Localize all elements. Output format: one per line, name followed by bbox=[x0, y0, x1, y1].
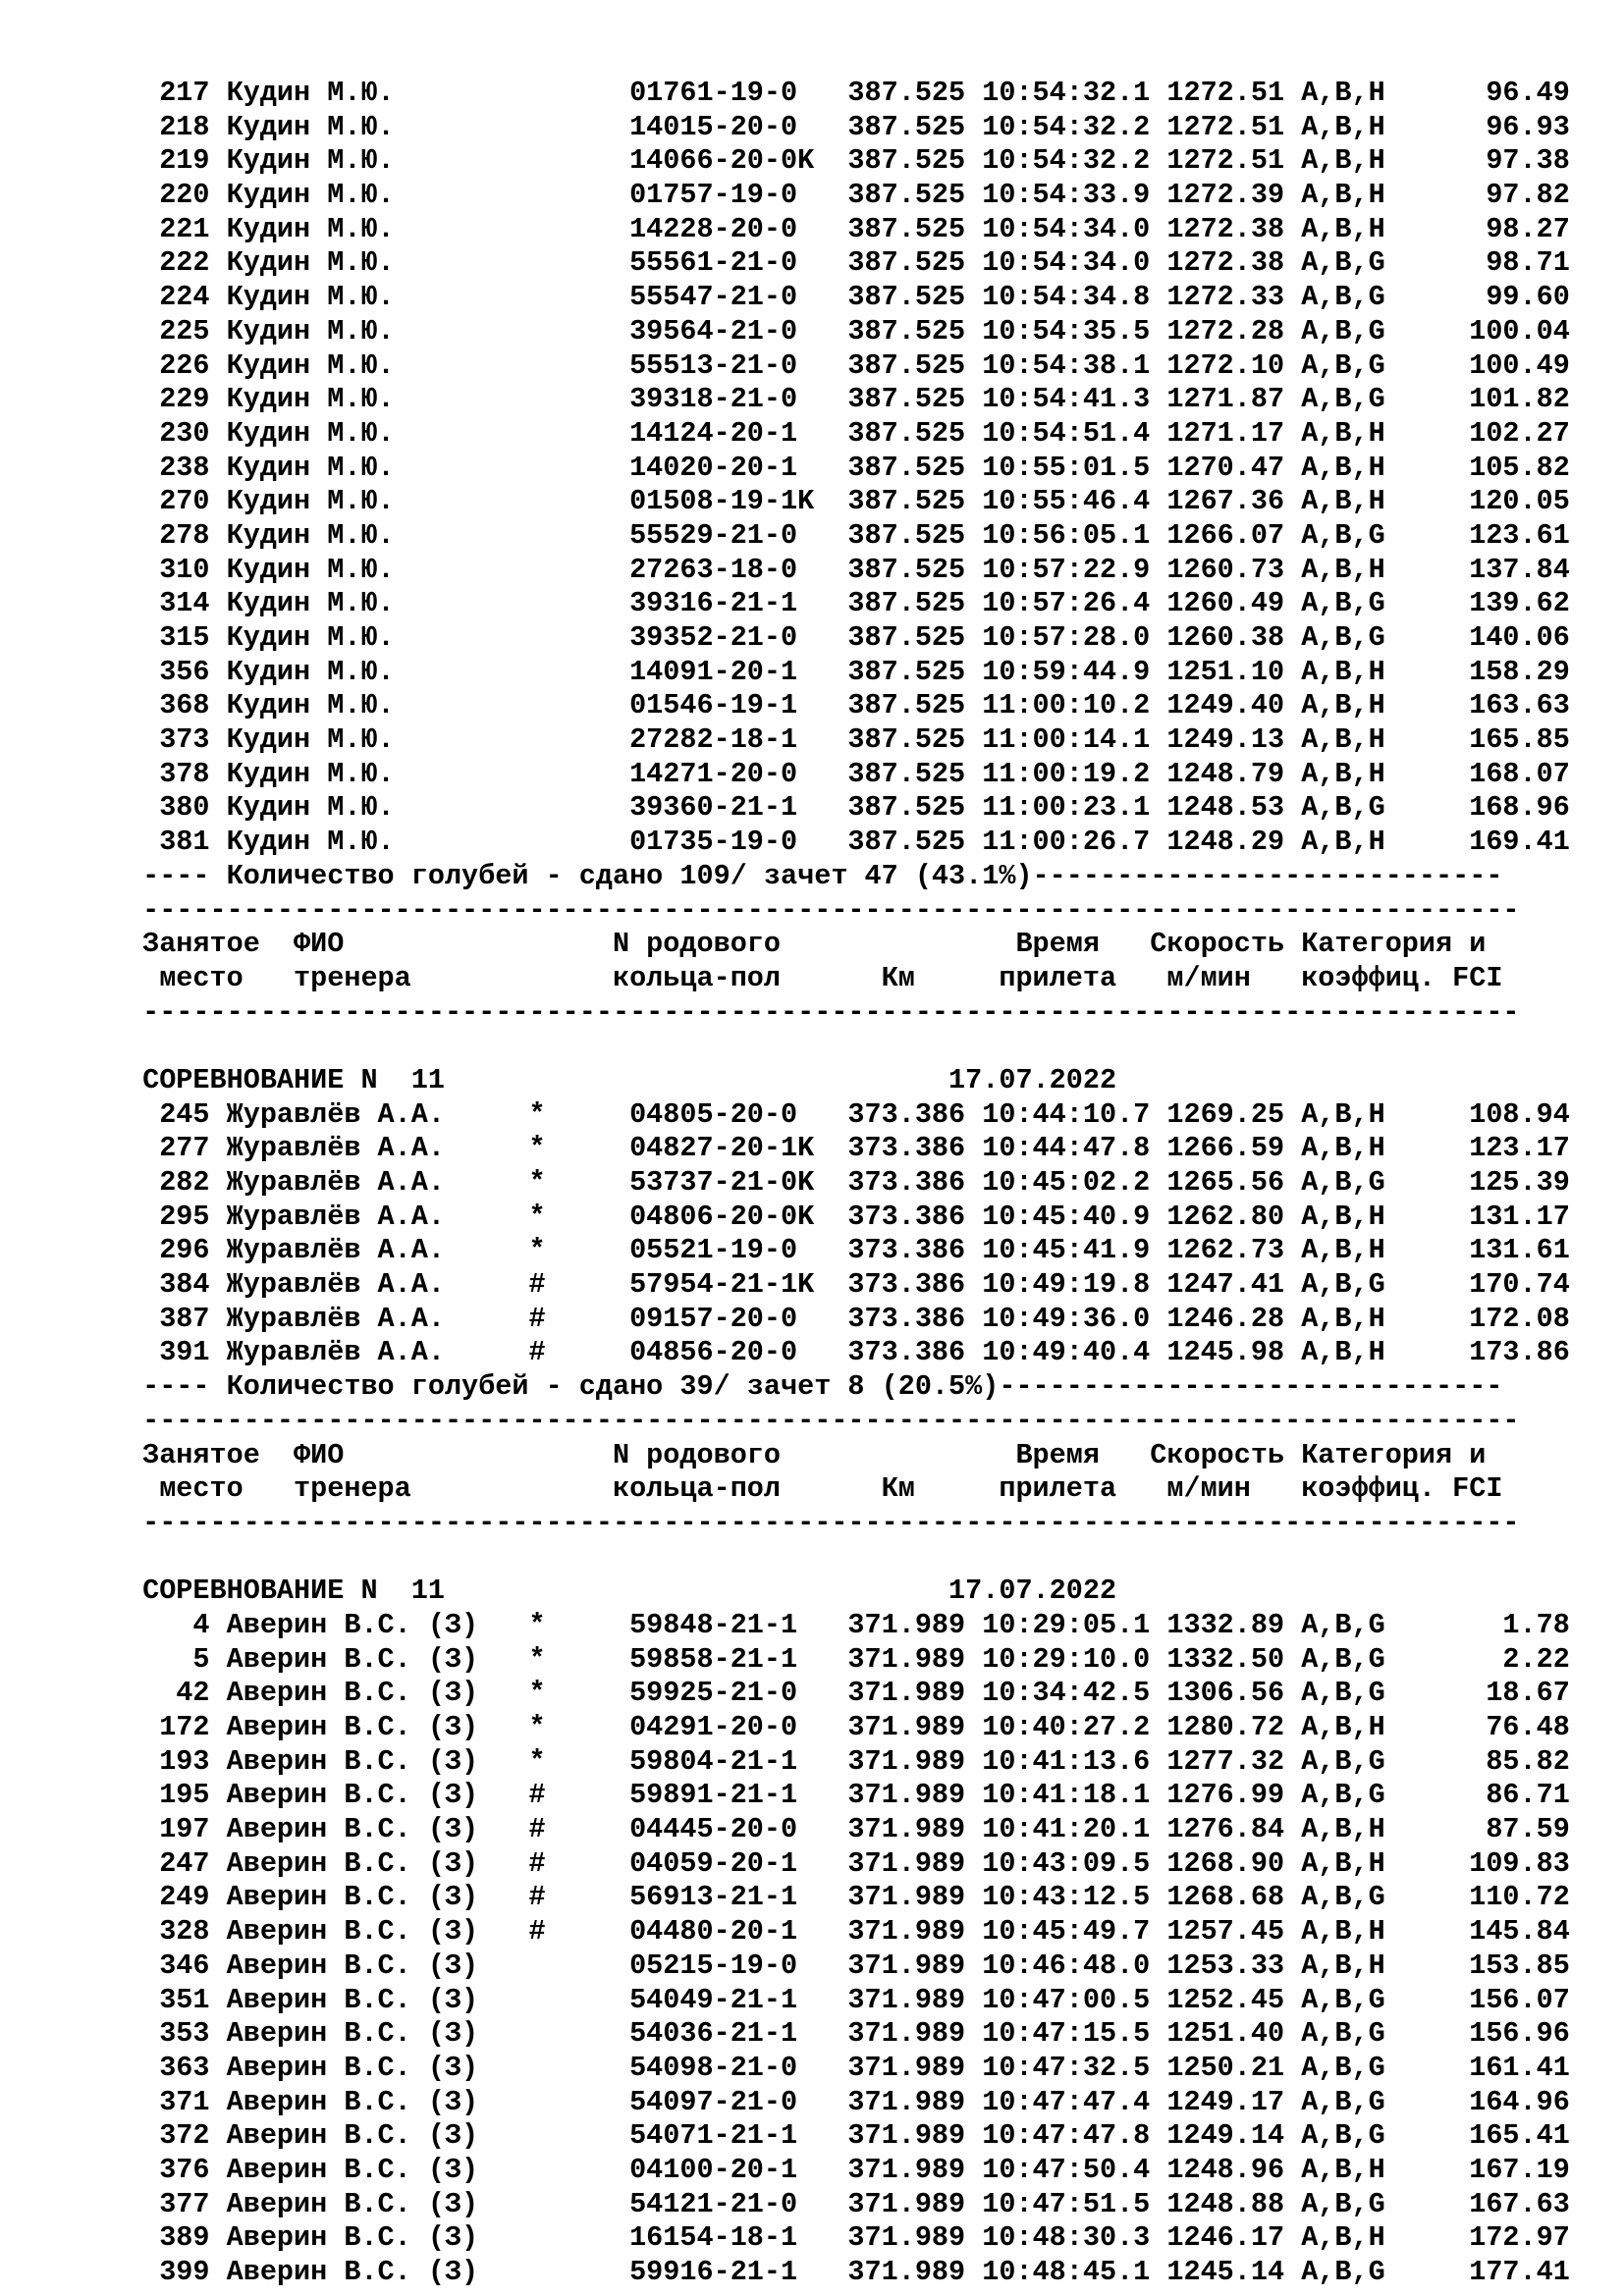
report-line: 42 Аверин В.С. (З) * 59925-21-0 371.989 10:34:42.5 1306.56 A,B,G 18.67 bbox=[126, 1677, 1570, 1710]
report-line: 197 Аверин В.С. (З) # 04445-20-0 371.989 10:41:20.1 1276.84 A,B,H 87.59 bbox=[126, 1813, 1570, 1846]
report-line: 224 Кудин М.Ю. 55547-21-0 387.525 10:54:34.8 1272.33 A,B,G 99.60 bbox=[126, 281, 1570, 314]
report-line: 371 Аверин В.С. (З) 54097-21-0 371.989 10:47:47.4 1249.17 A,B,G 164.96 bbox=[126, 2085, 1570, 2118]
report-line: 193 Аверин В.С. (З) * 59804-21-1 371.989 10:41:13.6 1277.32 A,B,G 85.82 bbox=[126, 1744, 1570, 1778]
report-line: 270 Кудин М.Ю. 01508-19-1K 387.525 10:55:46.4 1267.36 A,B,H 120.05 bbox=[126, 485, 1570, 518]
report-line: 226 Кудин М.Ю. 55513-21-0 387.525 10:54:38.1 1272.10 A,B,G 100.49 bbox=[126, 348, 1570, 382]
report-line: Занятое ФИО N родового Время Скорость Категория и bbox=[126, 928, 1487, 961]
report-line: 372 Аверин В.С. (З) 54071-21-1 371.989 10:47:47.8 1249.14 A,B,G 165.41 bbox=[126, 2119, 1570, 2153]
report-line: ---------------------------------------------------------------------------------- bbox=[126, 893, 1520, 927]
report-line: 399 Аверин В.С. (З) 59916-21-1 371.989 10:48:45.1 1245.14 A,B,G 177.41 bbox=[126, 2256, 1570, 2288]
report-line: 249 Аверин В.С. (З) # 56913-21-1 371.989 10:43:12.5 1268.68 A,B,G 110.72 bbox=[126, 1881, 1570, 1914]
report-line: место тренера кольца-пол Км прилета м/мин коэффиц. FCI bbox=[126, 961, 1503, 994]
report-line: 277 Журавлёв А.А. * 04827-20-1K 373.386 10:44:47.8 1266.59 A,B,H 123.17 bbox=[126, 1132, 1570, 1165]
report-line: 315 Кудин М.Ю. 39352-21-0 387.525 10:57:28.0 1260.38 A,B,G 140.06 bbox=[126, 621, 1570, 654]
report-line: 5 Аверин В.С. (З) * 59858-21-1 371.989 10:29:10.0 1332.50 A,B,G 2.22 bbox=[126, 1642, 1570, 1676]
report-line: 380 Кудин М.Ю. 39360-21-1 387.525 11:00:23.1 1248.53 A,B,G 168.96 bbox=[126, 791, 1570, 825]
report-line: 4 Аверин В.С. (З) * 59848-21-1 371.989 10:29:05.1 1332.89 A,B,G 1.78 bbox=[126, 1608, 1570, 1641]
report-line: 217 Кудин М.Ю. 01761-19-0 387.525 10:54:32.1 1272.51 A,B,H 96.49 bbox=[126, 77, 1570, 109]
report-line: ---- Количество голубей - сдано 109/ зачет 47 (43.1%)---------------------------- bbox=[126, 859, 1503, 892]
report-line: 222 Кудин М.Ю. 55561-21-0 387.525 10:54:34.0 1272.38 A,B,G 98.71 bbox=[126, 246, 1570, 280]
report-line: 351 Аверин В.С. (З) 54049-21-1 371.989 10:47:00.5 1252.45 A,B,G 156.07 bbox=[126, 1983, 1570, 2016]
report-line: 229 Кудин М.Ю. 39318-21-0 387.525 10:54:41.3 1271.87 A,B,G 101.82 bbox=[126, 383, 1570, 416]
report-line: 282 Журавлёв А.А. * 53737-21-0K 373.386 10:45:02.2 1265.56 A,B,G 125.39 bbox=[126, 1166, 1570, 1199]
report-line: 356 Кудин М.Ю. 14091-20-1 387.525 10:59:44.9 1251.10 A,B,H 158.29 bbox=[126, 655, 1570, 688]
report-line: 391 Журавлёв А.А. # 04856-20-0 373.386 10:49:40.4 1245.98 A,B,H 173.86 bbox=[126, 1336, 1570, 1369]
report-line bbox=[126, 1541, 1570, 1575]
report-line: 225 Кудин М.Ю. 39564-21-0 387.525 10:54:35.5 1272.28 A,B,G 100.04 bbox=[126, 314, 1570, 347]
report-line bbox=[126, 1030, 1570, 1064]
report-line: 278 Кудин М.Ю. 55529-21-0 387.525 10:56:05.1 1266.07 A,B,G 123.61 bbox=[126, 518, 1570, 552]
report-line: ---- Количество голубей - сдано 39/ зачет 8 (20.5%)------------------------------ bbox=[126, 1370, 1503, 1404]
report-line: ---------------------------------------------------------------------------------- bbox=[126, 1404, 1520, 1437]
results-report bbox=[126, 77, 1570, 2290]
report-line: 387 Журавлёв А.А. # 09157-20-0 373.386 10:49:36.0 1246.28 A,B,H 172.08 bbox=[126, 1302, 1570, 1335]
report-line: 296 Журавлёв А.А. * 05521-19-0 373.386 10:45:41.9 1262.73 A,B,H 131.61 bbox=[126, 1234, 1570, 1267]
report-line: 389 Аверин В.С. (З) 16154-18-1 371.989 10:48:30.3 1246.17 A,B,H 172.97 bbox=[126, 2221, 1570, 2255]
report-line: ---------------------------------------------------------------------------------- bbox=[126, 1506, 1520, 1539]
report-line: 377 Аверин В.С. (З) 54121-21-0 371.989 10:47:51.5 1248.88 A,B,G 167.63 bbox=[126, 2187, 1570, 2220]
report-line: 353 Аверин В.С. (З) 54036-21-1 371.989 10:47:15.5 1251.40 A,B,G 156.96 bbox=[126, 2017, 1570, 2051]
report-line: 384 Журавлёв А.А. # 57954-21-1K 373.386 10:49:19.8 1247.41 A,B,G 170.74 bbox=[126, 1268, 1570, 1302]
report-line: 221 Кудин М.Ю. 14228-20-0 387.525 10:54:34.0 1272.38 A,B,H 98.27 bbox=[126, 212, 1570, 245]
report-line: 247 Аверин В.С. (З) # 04059-20-1 371.989 10:43:09.5 1268.90 A,B,H 109.83 bbox=[126, 1846, 1570, 1880]
report-line: 314 Кудин М.Ю. 39316-21-1 387.525 10:57:26.4 1260.49 A,B,G 139.62 bbox=[126, 587, 1570, 620]
report-line: СОРЕВНОВАНИЕ N 11 17.07.2022 bbox=[126, 1575, 1117, 1608]
report-line: 195 Аверин В.С. (З) # 59891-21-1 371.989 10:41:18.1 1276.99 A,B,G 86.71 bbox=[126, 1779, 1570, 1812]
report-line: 368 Кудин М.Ю. 01546-19-1 387.525 11:00:10.2 1249.40 A,B,H 163.63 bbox=[126, 689, 1570, 722]
report-line: 238 Кудин М.Ю. 14020-20-1 387.525 10:55:01.5 1270.47 A,B,H 105.82 bbox=[126, 451, 1570, 484]
report-line: 219 Кудин М.Ю. 14066-20-0K 387.525 10:54:32.2 1272.51 A,B,H 97.38 bbox=[126, 144, 1570, 178]
report-line: 363 Аверин В.С. (З) 54098-21-0 371.989 10:47:32.5 1250.21 A,B,G 161.41 bbox=[126, 2051, 1570, 2084]
report-line: 376 Аверин В.С. (З) 04100-20-1 371.989 10:47:50.4 1248.96 A,B,H 167.19 bbox=[126, 2153, 1570, 2186]
report-line: Занятое ФИО N родового Время Скорость Категория и bbox=[126, 1438, 1487, 1471]
report-line: 218 Кудин М.Ю. 14015-20-0 387.525 10:54:32.2 1272.51 A,B,H 96.93 bbox=[126, 110, 1570, 143]
report-line: СОРЕВНОВАНИЕ N 11 17.07.2022 bbox=[126, 1063, 1117, 1096]
report-line: 373 Кудин М.Ю. 27282-18-1 387.525 11:00:14.1 1249.13 A,B,H 165.85 bbox=[126, 723, 1570, 757]
report-line: 230 Кудин М.Ю. 14124-20-1 387.525 10:54:51.4 1271.17 A,B,H 102.27 bbox=[126, 416, 1570, 450]
report-line: 172 Аверин В.С. (З) * 04291-20-0 371.989 10:40:27.2 1280.72 A,B,H 76.48 bbox=[126, 1711, 1570, 1743]
report-line: 310 Кудин М.Ю. 27263-18-0 387.525 10:57:22.9 1260.73 A,B,H 137.84 bbox=[126, 553, 1570, 586]
report-line: место тренера кольца-пол Км прилета м/мин коэффиц. FCI bbox=[126, 1472, 1503, 1506]
report-line: 295 Журавлёв А.А. * 04806-20-0K 373.386 10:45:40.9 1262.80 A,B,H 131.17 bbox=[126, 1200, 1570, 1233]
report-line: ---------------------------------------------------------------------------------- bbox=[126, 995, 1520, 1029]
report-line: 245 Журавлёв А.А. * 04805-20-0 373.386 10:44:10.7 1269.25 A,B,H 108.94 bbox=[126, 1097, 1570, 1131]
report-line: 220 Кудин М.Ю. 01757-19-0 387.525 10:54:33.9 1272.39 A,B,H 97.82 bbox=[126, 179, 1570, 212]
report-line: 378 Кудин М.Ю. 14271-20-0 387.525 11:00:19.2 1248.79 A,B,H 168.07 bbox=[126, 757, 1570, 790]
report-line: 381 Кудин М.Ю. 01735-19-0 387.525 11:00:26.7 1248.29 A,B,H 169.41 bbox=[126, 826, 1570, 859]
report-line: 346 Аверин В.С. (З) 05215-19-0 371.989 10:46:48.0 1253.33 A,B,H 153.85 bbox=[126, 1949, 1570, 1982]
report-line: 328 Аверин В.С. (З) # 04480-20-1 371.989 10:45:49.7 1257.45 A,B,H 145.84 bbox=[126, 1915, 1570, 1949]
